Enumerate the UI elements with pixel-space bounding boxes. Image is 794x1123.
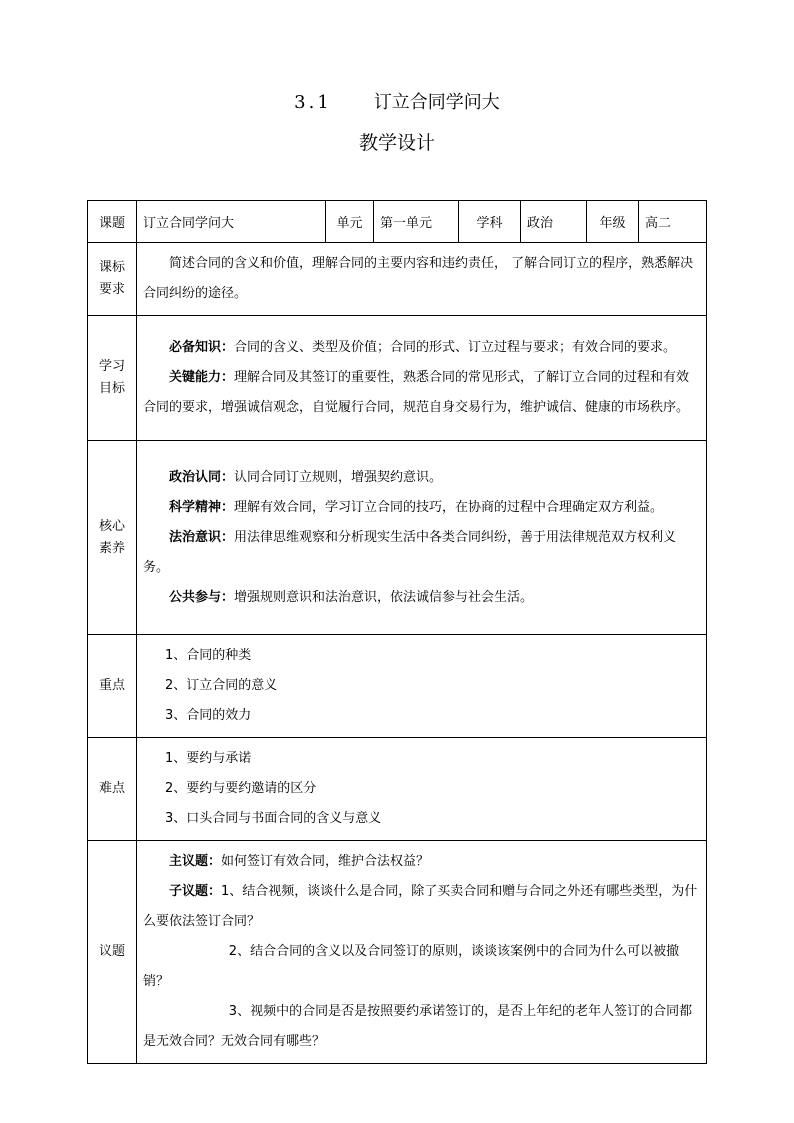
topics-row xyxy=(88,841,707,1064)
topic-value: 订立合同学问大 xyxy=(137,201,326,243)
objectives-label-text: 学习目标 xyxy=(98,359,125,396)
main-topic xyxy=(143,847,700,877)
literacy-row xyxy=(88,441,707,635)
key-points-row xyxy=(88,635,707,738)
literacy-item xyxy=(143,493,700,523)
topic-label: 课题 xyxy=(88,201,137,243)
sub-topic-head: 子议题： xyxy=(169,884,222,899)
literacy-cell xyxy=(137,441,707,635)
sub-topic-3-text: 3、视频中的合同是否是按照要约承诺签订的，是否上年纪的老年人签订的合同都是无效合同？无效合同有哪些？ xyxy=(143,1004,693,1049)
literacy-text: 认同合同订立规则，增强契约意识。 xyxy=(234,469,443,485)
unit-label: 单元 xyxy=(326,201,374,243)
literacy-head: 公共参与： xyxy=(169,589,235,605)
difficulty-item: 1、要约与承诺 xyxy=(165,751,252,766)
literacy-head: 法治意识： xyxy=(169,529,235,545)
standards-label xyxy=(88,243,137,316)
grade-label: 年级 xyxy=(587,201,639,243)
difficulty-item: 2、要约与要约邀请的区分 xyxy=(165,781,317,796)
lesson-plan-table xyxy=(87,200,707,1064)
objective-head: 关键能力： xyxy=(169,370,235,385)
literacy-head: 政治认同： xyxy=(169,469,235,485)
standards-cell xyxy=(137,243,707,316)
objective-item xyxy=(143,363,700,423)
section-number: 3.1 xyxy=(294,92,332,113)
grade-value: 高二 xyxy=(639,201,707,243)
info-row xyxy=(88,201,707,243)
key-points-cell xyxy=(137,635,707,738)
objective-head: 必备知识： xyxy=(169,340,235,355)
section-title: 订立合同学问大 xyxy=(373,92,500,113)
standards-text: 简述合同的含义和价值，理解合同的主要内容和违约责任， 了解合同订立的程序，熟悉解决合同纠纷的途径。 xyxy=(143,256,694,301)
literacy-text: 理解有效合同，学习订立合同的技巧，在协商的过程中合理确定双方利益。 xyxy=(234,499,664,515)
main-topic-text: 如何签订有效合同，维护合法权益？ xyxy=(221,854,430,869)
subject-label: 学科 xyxy=(459,201,521,243)
topics-label: 议题 xyxy=(88,841,137,1064)
literacy-label-text: 核心素养 xyxy=(98,518,125,556)
key-points-label: 重点 xyxy=(88,635,137,738)
standards-label-text: 课标要求 xyxy=(98,260,125,297)
objective-item xyxy=(143,333,700,363)
literacy-text: 增强规则意识和法治意识，依法诚信参与社会生活。 xyxy=(234,589,534,605)
literacy-label xyxy=(88,441,137,635)
sub-topic-2-text: 2、结合合同的含义以及合同签订的原则，谈谈该案例中的合同为什么可以被撤销？ xyxy=(143,944,680,989)
objectives-cell xyxy=(137,316,707,441)
literacy-item xyxy=(143,463,700,493)
difficulties-cell xyxy=(137,738,707,841)
objectives-label xyxy=(88,316,137,441)
difficulties-row xyxy=(88,738,707,841)
literacy-item xyxy=(143,523,700,583)
objectives-row xyxy=(88,316,707,441)
difficulty-item: 3、口头合同与书面合同的含义与意义 xyxy=(165,811,382,826)
topics-cell xyxy=(137,841,707,1064)
literacy-head: 科学精神： xyxy=(169,499,235,515)
sub-topic-1-text: 1、结合视频，谈谈什么是合同，除了买卖合同和赠与合同之外还有哪些类型，为什么要依法签订合同？ xyxy=(143,884,698,929)
literacy-item xyxy=(143,583,700,613)
key-point-item: 1、合同的种类 xyxy=(165,648,252,663)
standards-row xyxy=(88,243,707,316)
literacy-text: 用法律思维观察和分析现实生活中各类合同纠纷，善于用法律规范双方权利义务。 xyxy=(143,529,677,575)
difficulties-label: 难点 xyxy=(88,738,137,841)
main-topic-head: 主议题： xyxy=(169,854,222,869)
subject-value: 政治 xyxy=(521,201,587,243)
objective-text: 合同的含义、类型及价值；合同的形式、订立过程与要求；有效合同的要求。 xyxy=(234,340,677,355)
unit-value: 第一单元 xyxy=(374,201,459,243)
document-title xyxy=(0,88,794,114)
sub-topic xyxy=(143,877,700,937)
objective-text: 理解合同及其签订的重要性，熟悉合同的常见形式，了解订立合同的过程和有效合同的要求，增强诚信观念，自觉履行合同，规范自身交易行为，维护诚信、健康的市场秩序。 xyxy=(143,370,690,415)
document-subtitle: 教学设计 xyxy=(358,132,435,154)
key-point-item: 2、订立合同的意义 xyxy=(165,678,278,693)
key-point-item: 3、合同的效力 xyxy=(165,708,252,723)
